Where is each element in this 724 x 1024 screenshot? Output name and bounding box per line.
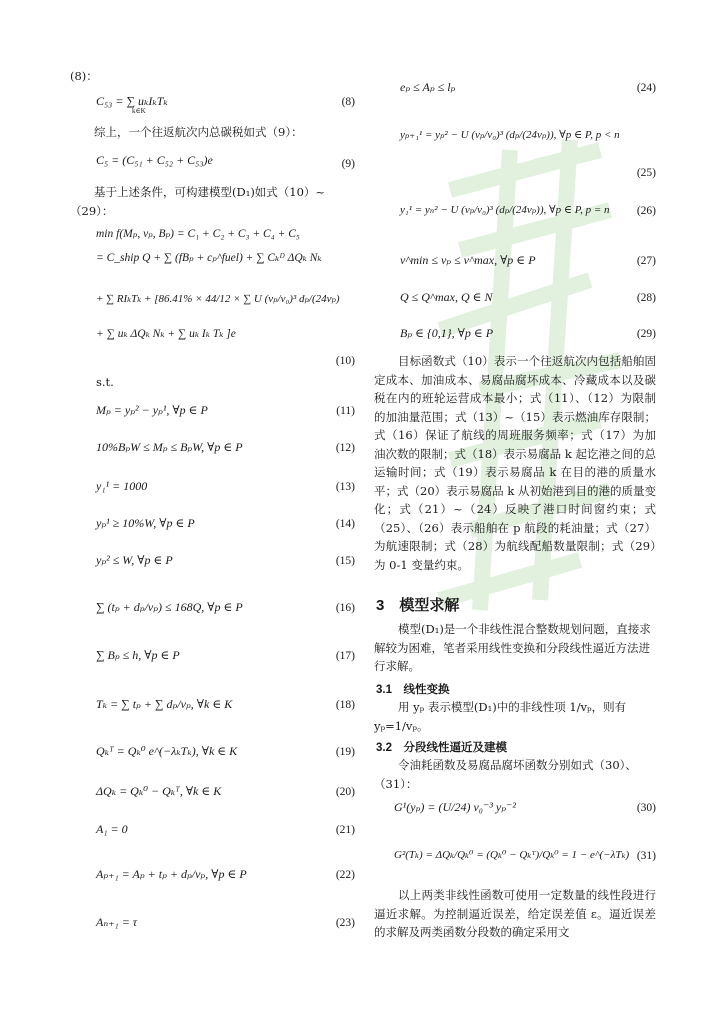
- equation-10-line-4: + ∑ uₖ ΔQₖ Nₖ + ∑ uₖ Iₖ Tₖ ]e: [96, 328, 236, 340]
- section-heading-3: 3 模型求解: [376, 597, 460, 614]
- equation-14: yₚ¹ ≥ 10%W, ∀p ∈ P: [96, 516, 195, 530]
- equation-number-20: (20): [335, 786, 355, 798]
- equation-number-21: (21): [335, 824, 355, 836]
- equation-number-14: (14): [335, 518, 355, 530]
- equation-12: 10%BₚW ≤ Mₚ ≤ BₚW, ∀p ∈ P: [96, 440, 243, 454]
- text-eq8-ref: (8)：: [70, 69, 98, 83]
- equation-number-17: (17): [335, 650, 355, 662]
- equation-10-line-1: min f(Mₚ, vₚ, Bₚ) = C₁ + C₂ + C₃ + C₄ + C₅: [96, 228, 300, 240]
- equation-number-19: (19): [335, 746, 355, 758]
- equation-15: yₚ² ≤ W, ∀p ∈ P: [96, 553, 173, 567]
- equation-number-16: (16): [335, 602, 355, 614]
- equation-31: G²(Tₖ) = ΔQₖ/Qₖ⁰ = (Qₖ⁰ − Qₖᵀ)/Qₖ⁰ = 1 − e^(−λTₖ): [394, 849, 630, 861]
- equation-number-9: (9): [341, 158, 355, 170]
- equation-10-line-3: + ∑ RIₖTₖ + [86.41% × 44/12 × ∑ U (vₚ/v₀)³ dₚ/(24vₚ): [96, 293, 340, 305]
- equation-number-24: (24): [636, 82, 656, 94]
- equation-30: G¹(yₚ) = (U/24) v₀⁻³ yₚ⁻²: [394, 800, 516, 814]
- equation-21: A₁ = 0: [96, 822, 128, 836]
- equation-9: C₅ = (C₅₁ + C₅₂ + C₅₃)e: [96, 153, 213, 167]
- equation-10-line-2: = C_ship Q + ∑ (fBₚ + cₚ^fuel) + ∑ Cₖᴰ ΔQₖ Nₖ: [96, 252, 322, 264]
- equation-number-31: (31): [636, 850, 656, 862]
- text-approximation: 以上两类非线性函数可使用一定数量的线性段进行逼近求解。为控制逼近误差，给定误差值 ε。逼近误差的求解及两类函数分段数的确定采用文: [374, 888, 656, 939]
- equation-number-27: (27): [636, 255, 656, 267]
- text-objective-explanation: 目标函数式（10）表示一个往返航次内包括船舶固定成本、加油成本、易腐品腐坏成本、冷藏成本以及碳税在内的班轮运营成本最小；式（11）、（12）为限制的加油量范围；式（13）~（15）表示燃油库存限制；式（16）保证了航线的周班服务频率；式（17）为加油次数的限制；式（18）表示易腐品 k 起讫港之间的总运输时间；式（19）表示易腐品 k 在目的港的质量水平；式（20）表示易腐品 k 从初始港到目的港的质量变化；式（21）~（24）反映了港口时间窗约束；式（25）、（26）表示船舶在 p 航段的耗油量；式（27）为航速限制；式（28）为航线配船数量限制；式（29）为 0-1 变量约束。: [374, 354, 656, 572]
- equation-11: Mₚ = yₚ² − yₚ¹, ∀p ∈ P: [96, 403, 208, 417]
- subject-to-label: s.t.: [96, 375, 114, 389]
- text-total-carbon: 综上，一个往返航次内总碳税如式（9）：: [94, 125, 303, 139]
- equation-number-10: (10): [335, 355, 355, 367]
- equation-number-8: (8): [341, 96, 355, 108]
- text-section-3-2: 令油耗函数及易腐品腐坏函数分别如式（30）、（31）：: [374, 758, 637, 791]
- equation-22: Aₚ₊₁ = Aₚ + tₚ + dₚ/vₚ, ∀p ∈ P: [96, 867, 247, 881]
- equation-number-15: (15): [335, 555, 355, 567]
- equation-16: ∑ (tₚ + dₚ/vₚ) ≤ 168Q, ∀p ∈ P: [96, 600, 243, 614]
- text-model-intro: 基于上述条件，可构建模型(D₁)如式（10）~（29）：: [70, 185, 326, 218]
- equation-number-18: (18): [335, 699, 355, 711]
- equation-18: Tₖ = ∑ tₚ + ∑ dₚ/vₚ, ∀k ∈ K: [96, 697, 233, 711]
- equation-8: C₅₃ = ∑ uₖIₖTₖ k∈K: [96, 94, 168, 115]
- equation-20: ΔQₖ = Qₖ⁰ − Qₖᵀ, ∀k ∈ K: [96, 784, 222, 798]
- equation-number-23: (23): [335, 917, 355, 929]
- equation-number-12: (12): [335, 442, 355, 454]
- equation-number-26: (26): [636, 205, 656, 217]
- equation-number-28: (28): [636, 292, 656, 304]
- equation-29: Bₚ ∈ {0,1}, ∀p ∈ P: [400, 326, 494, 340]
- equation-27: v^min ≤ vₚ ≤ v^max, ∀p ∈ P: [400, 253, 536, 267]
- equation-number-11: (11): [336, 405, 355, 417]
- equation-23: Aₙ₊₁ = τ: [96, 915, 138, 929]
- equation-26: y₁¹ = yₙ² − U (vₚ/v₀)³ (dₚ/(24vₚ)), ∀p ∈ P, p = n: [400, 204, 610, 216]
- equation-24: eₚ ≤ Aₚ ≤ lₚ: [400, 80, 456, 94]
- equation-17: ∑ Bₚ ≤ h, ∀p ∈ P: [96, 648, 180, 662]
- equation-13: y₁¹ = 1000: [96, 479, 148, 493]
- equation-number-29: (29): [636, 328, 656, 340]
- equation-number-13: (13): [335, 481, 355, 493]
- section-heading-3-2: 3.2 分段线性逼近及建模: [376, 742, 507, 754]
- section-heading-3-1: 3.1 线性变换: [376, 684, 450, 696]
- equation-25: yₚ₊₁¹ = yₚ² − U (vₚ/v₀)³ (dₚ/(24vₚ)), ∀p ∈ P, p < n: [400, 129, 620, 141]
- equation-19: Qₖᵀ = Qₖ⁰ e^(−λₖTₖ), ∀k ∈ K: [96, 744, 238, 758]
- text-section-3-intro: 模型(D₁)是一个非线性混合整数规划问题，直接求解较为困难，笔者采用线性变换和分段线性逼近方法进行求解。: [374, 622, 651, 673]
- equation-number-30: (30): [636, 802, 656, 814]
- text-section-3-1: 用 yₚ 表示模型(D₁)中的非线性项 1/vₚ，则有 yₚ=1/vₚ。: [374, 700, 627, 733]
- equation-number-25: (25): [636, 167, 656, 179]
- equation-28: Q ≤ Q^max, Q ∈ N: [400, 290, 493, 304]
- equation-number-22: (22): [335, 869, 355, 881]
